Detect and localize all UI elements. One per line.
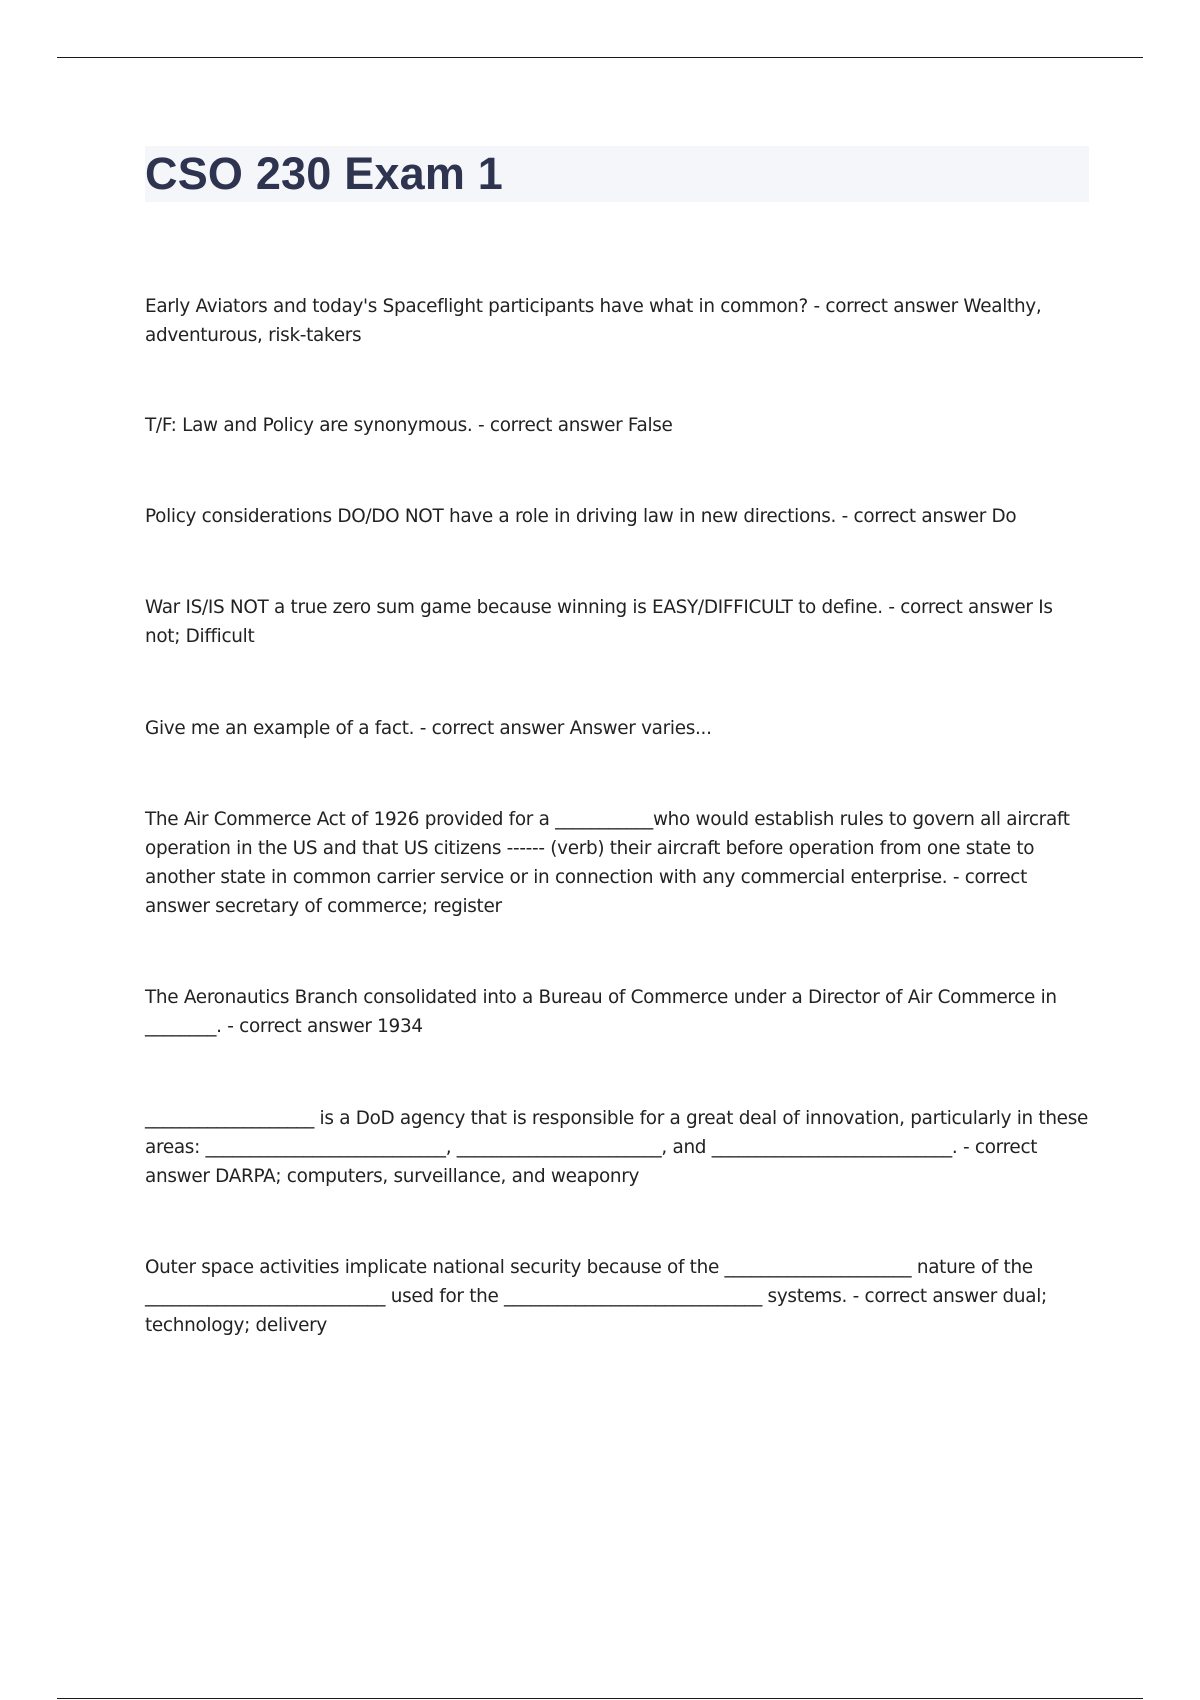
question-item: T/F: Law and Policy are synonymous. - correct answer False [145,415,673,436]
question-item: War IS/IS NOT a true zero sum game because winning is EASY/DIFFICULT to define. - correct answer Is not; Difficult [145,597,1053,647]
bottom-rule [57,1698,1143,1699]
document-title: CSO 230 Exam 1 [145,148,504,199]
question-item: ___________________ is a DoD agency that is responsible for a great deal of innovation, particularly in these areas: ___________________________, _______________________, and ___________________________. - correct answer DARPA; computers, surveillance, and weaponry [145,1108,1088,1187]
question-item: Outer space activities implicate national security because of the _____________________ nature of the ___________________________ used for the _____________________________ systems. - correct answer dual; technology; delivery [145,1257,1047,1336]
top-rule [57,57,1143,58]
question-item: Early Aviators and today's Spaceflight participants have what in common? - correct answer Wealthy, adventurous, risk-takers [145,296,1042,346]
question-item: Give me an example of a fact. - correct answer Answer varies... [145,718,712,739]
question-item: The Air Commerce Act of 1926 provided for a ___________who would establish rules to govern all aircraft operation in the US and that US citizens ------ (verb) their aircraft before operation from one state to another state in common carrier service or in connection with any commercial enterprise. - correct answer secretary of commerce; register [145,809,1070,917]
question-item: Policy considerations DO/DO NOT have a role in driving law in new directions. - correct answer Do [145,506,1017,527]
question-item: The Aeronautics Branch consolidated into a Bureau of Commerce under a Director of Air Commerce in ________. - correct answer 1934 [145,987,1057,1037]
